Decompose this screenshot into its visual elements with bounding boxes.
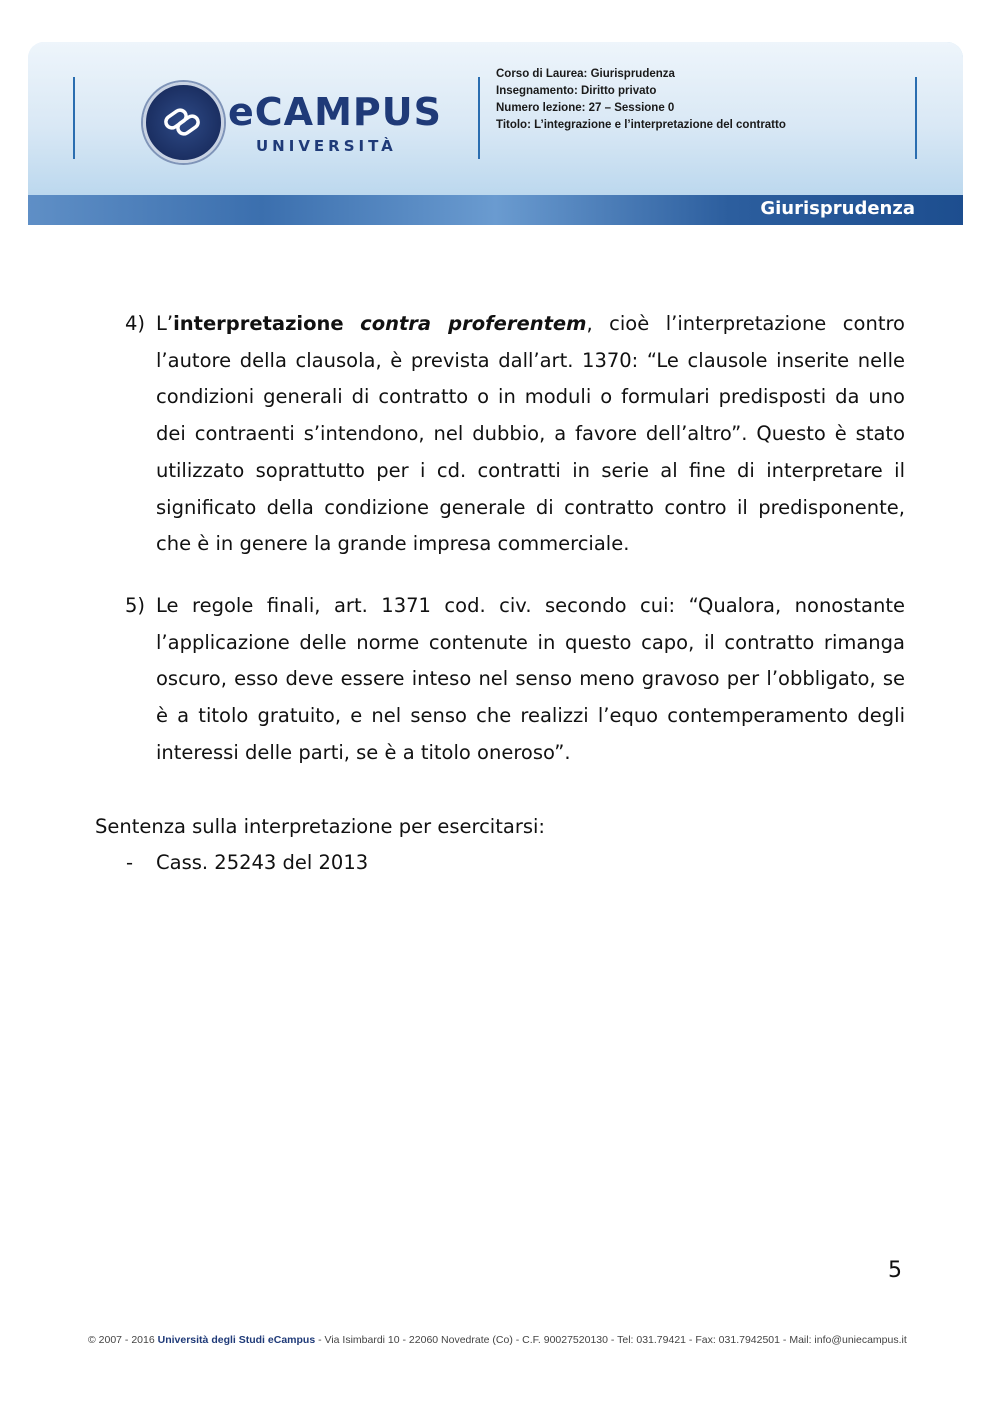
course-info-line: Insegnamento: Diritto privato <box>496 85 657 97</box>
list-item-text <box>156 306 905 563</box>
list-item-text: Le regole finali, art. 1371 cod. civ. secondo cui: “Qualora, nonostante l’applicazione delle norme contenute in questo capo, il contratto rimanga oscuro, esso deve essere inteso nel senso meno gravoso per l’obbligato, se è a titolo gratuito, e nel senso che realizzi l’equo contemperamento degli interessi delle parti, se è a titolo oneroso”. <box>156 594 905 764</box>
bullet-dash: - <box>126 851 134 874</box>
sentence-heading: Sentenza sulla interpretazione per esercitarsi: <box>95 815 545 838</box>
bold-term: interpretazione <box>173 312 344 335</box>
footer-university: Università degli Studi eCampus <box>157 1334 316 1346</box>
header-banner <box>28 42 963 225</box>
page-number: 5 <box>888 1258 902 1283</box>
course-info-line: Numero lezione: 27 – Sessione 0 <box>496 102 675 114</box>
course-info-line: Corso di Laurea: Giurisprudenza <box>496 68 675 80</box>
latin-term: contra proferentem <box>360 312 587 335</box>
header-divider-middle <box>478 77 480 159</box>
paragraph-text: , cioè l’interpretazione contro l’autore della clausola, è prevista dall’art. 1370: “Le clausole inserite nelle condizioni generali di contratto o in moduli o formulari predisposti da uno dei contraenti s’intendono, nel dubbio, a favore dell’altro”. Questo è stato utilizzato soprattutto per i cd. contratti in serie al fine di interpretare il significato della condizione generale di contratto contro il predisponente, che è in genere la grande impresa commerciale. <box>156 312 905 556</box>
footer-copyright: © 2007 - 2016 <box>88 1334 158 1346</box>
header-divider-right <box>915 77 917 159</box>
header-divider-left <box>73 77 75 159</box>
sentence-item: Cass. 25243 del 2013 <box>156 851 369 874</box>
list-item-5 <box>125 588 905 772</box>
course-info-line: Titolo: L’integrazione e l’interpretazione del contratto <box>496 119 786 131</box>
list-item-number: 4) <box>125 312 146 335</box>
faculty-label: Giurisprudenza <box>760 198 915 219</box>
chain-link-icon <box>162 103 204 141</box>
course-info <box>496 66 786 134</box>
logo-subtitle: UNIVERSITÀ <box>256 137 397 155</box>
logo-wordmark: eCAMPUS <box>228 90 442 134</box>
footer <box>88 1334 908 1346</box>
list-item-4 <box>125 306 905 563</box>
text-prefix: L’ <box>156 312 174 335</box>
ecampus-logo-icon <box>143 82 224 163</box>
list-item-number: 5) <box>125 594 146 617</box>
footer-contacts: - Via Isimbardi 10 - 22060 Novedrate (Co) - C.F. 90027520130 - Tel: 031.79421 - Fax: 031.7942501 - Mail: info@uniecampus.it <box>315 1334 907 1346</box>
